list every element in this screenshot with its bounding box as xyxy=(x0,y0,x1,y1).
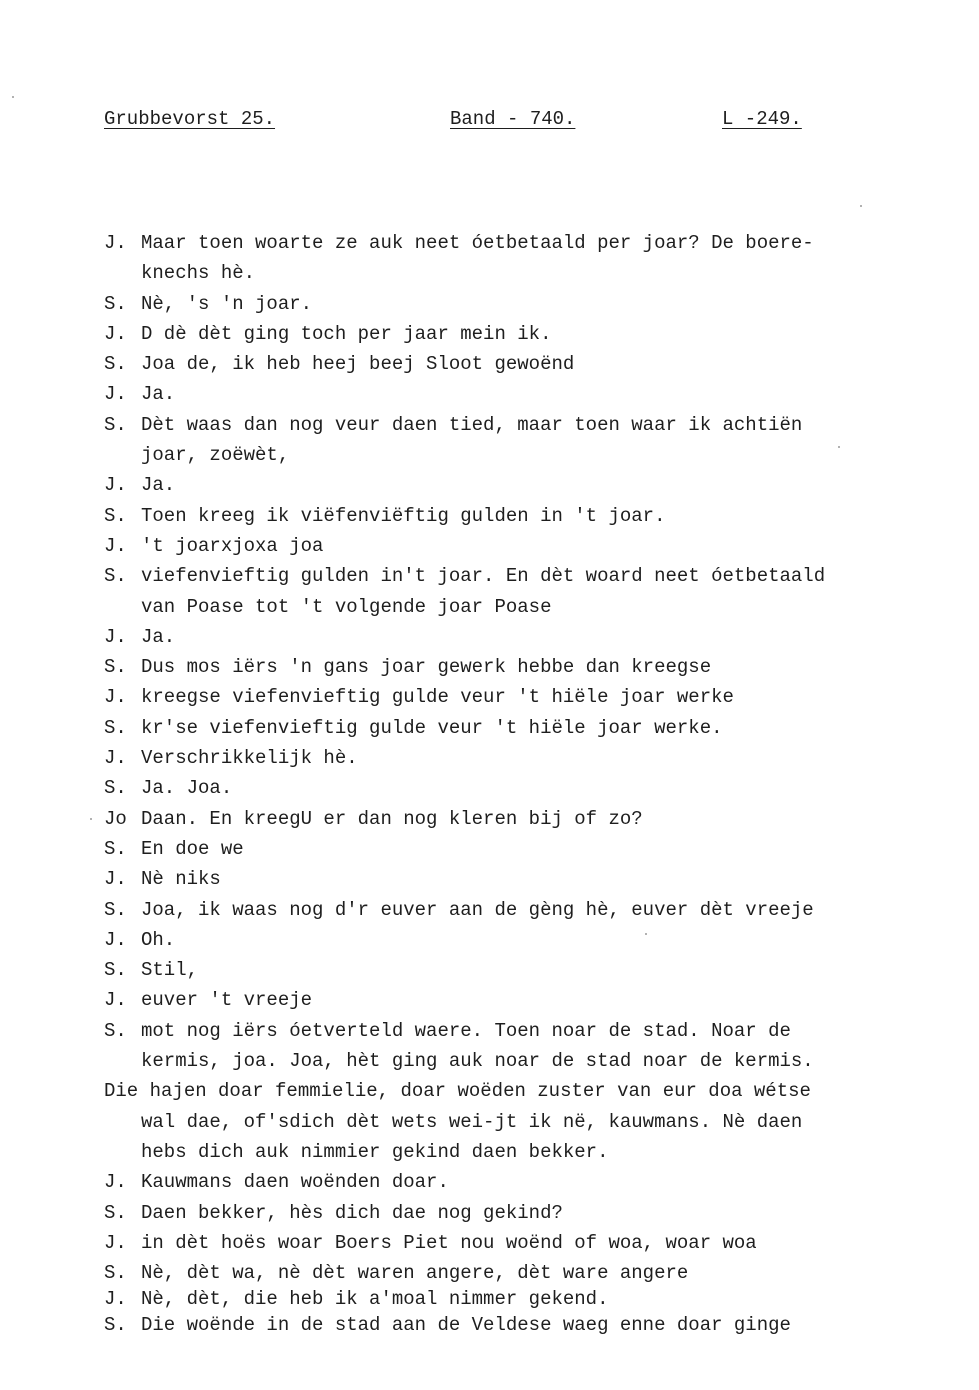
line-text: kr'se viefenvieftig gulde veur 't hiële joar werke. xyxy=(141,716,723,739)
transcript-line xyxy=(104,895,964,925)
transcript-line xyxy=(104,1288,964,1310)
transcript-line xyxy=(104,440,964,470)
speaker-label: J. xyxy=(104,322,127,345)
line-text: D dè dèt ging toch per jaar mein ik. xyxy=(141,322,552,345)
speaker-label: S. xyxy=(104,898,127,921)
header-location: Grubbevorst 25. xyxy=(104,108,276,130)
transcript-line xyxy=(104,1258,964,1288)
line-text: 't joarxjoxa joa xyxy=(141,534,324,557)
transcript-line xyxy=(104,925,964,955)
speaker-label: J. xyxy=(104,232,127,254)
transcript-line xyxy=(104,1167,964,1197)
line-text: mot nog iërs óetverteld waere. Toen noar de stad. Noar de xyxy=(141,1019,791,1042)
transcript-line xyxy=(104,622,964,652)
transcript-line xyxy=(104,561,964,591)
speaker-label: J. xyxy=(104,1231,127,1254)
transcript-line xyxy=(104,1198,964,1228)
speaker-label: J. xyxy=(104,1288,127,1311)
transcript-line xyxy=(104,1016,964,1046)
transcript-line xyxy=(104,652,964,682)
speaker-label: S. xyxy=(104,565,127,588)
line-text: Kauwmans daen woënden doar. xyxy=(141,1171,449,1194)
transcript-body xyxy=(104,228,964,1341)
transcript-line xyxy=(104,804,964,834)
transcript-line xyxy=(104,258,964,288)
speaker-label: S. xyxy=(104,353,127,376)
line-text: hebs dich auk nimmier gekind daen bekker. xyxy=(141,1140,609,1163)
speaker-label: J. xyxy=(104,625,127,648)
speaker-label: S. xyxy=(104,959,127,982)
line-text: Oh. xyxy=(141,928,176,951)
speaker-label: J. xyxy=(104,1171,127,1194)
line-text: Joa de, ik heb heej beej Sloot gewoënd xyxy=(141,353,575,376)
line-text: Ja. xyxy=(141,625,176,648)
transcript-line xyxy=(104,379,964,409)
line-text: Ja. xyxy=(141,474,176,497)
line-text: Daan. En kreegU er dan nog kleren bij of zo? xyxy=(141,807,643,830)
transcript-line xyxy=(104,1046,964,1076)
speaker-label: S. xyxy=(104,413,127,436)
scan-speck xyxy=(90,818,92,820)
transcript-line xyxy=(104,410,964,440)
speaker-label: J. xyxy=(104,383,127,406)
scan-speck xyxy=(645,933,647,935)
speaker-label: J. xyxy=(104,868,127,891)
speaker-label: J. xyxy=(104,686,127,709)
line-text: Nè, dèt, die heb ik a'moal nimmer gekend. xyxy=(141,1288,609,1311)
header-tape-number: Band - 740. xyxy=(450,108,576,130)
speaker-label: S. xyxy=(104,1019,127,1042)
line-text: Stil, xyxy=(141,959,199,982)
line-text: euver 't vreeje xyxy=(141,989,313,1012)
transcript-line xyxy=(104,1076,964,1106)
line-text: Nè niks xyxy=(141,868,221,891)
line-text: kreegse viefenvieftig gulde veur 't hiële joar werke xyxy=(141,686,734,709)
line-text: Verschrikkelijk hè. xyxy=(141,747,358,770)
scan-speck xyxy=(838,446,840,448)
transcript-line xyxy=(104,501,964,531)
line-text: viefenvieftig gulden in't joar. En dèt woard neet óetbetaald xyxy=(141,565,826,588)
line-text: Maar toen woarte ze auk neet óetbetaald per joar? De boere- xyxy=(141,232,814,254)
line-text: Nè, 's 'n joar. xyxy=(141,292,313,315)
header-page-number: L -249. xyxy=(722,108,802,130)
line-text: En doe we xyxy=(141,837,244,860)
speaker-label: J. xyxy=(104,534,127,557)
transcript-line xyxy=(104,319,964,349)
transcript-line xyxy=(104,1228,964,1258)
line-text: Die woënde in de stad aan de Veldese waeg enne doar ginge xyxy=(141,1314,791,1337)
transcript-line xyxy=(104,228,964,258)
transcript-line xyxy=(104,713,964,743)
line-text: kermis, joa. Joa, hèt ging auk noar de stad noar de kermis. xyxy=(141,1050,814,1073)
transcript-line xyxy=(104,955,964,985)
transcript-line xyxy=(104,592,964,622)
transcript-line xyxy=(104,1137,964,1167)
speaker-label: S. xyxy=(104,1314,127,1337)
transcript-line xyxy=(104,349,964,379)
transcript-line xyxy=(104,1107,964,1137)
scan-speck xyxy=(860,205,862,207)
speaker-label: J. xyxy=(104,989,127,1012)
transcript-line xyxy=(104,864,964,894)
speaker-label: S. xyxy=(104,1201,127,1224)
speaker-label: S. xyxy=(104,292,127,315)
line-text: Dèt waas dan nog veur daen tied, maar toen waar ik achtiën xyxy=(141,413,803,436)
line-text: knechs hè. xyxy=(141,262,256,285)
line-text: wal dae, of'sdich dèt wets wei-jt ik në, kauwmans. Nè daen xyxy=(141,1110,803,1133)
line-text: Ja. Joa. xyxy=(141,777,233,800)
transcript-line xyxy=(104,682,964,712)
speaker-label: J. xyxy=(104,474,127,497)
speaker-label: J. xyxy=(104,928,127,951)
speaker-label: J. xyxy=(104,747,127,770)
speaker-label: S. xyxy=(104,837,127,860)
speaker-label: S. xyxy=(104,716,127,739)
transcript-line xyxy=(104,834,964,864)
line-text: in dèt hoës woar Boers Piet nou woënd of woa, woar woa xyxy=(141,1231,757,1254)
speaker-label: Jo xyxy=(104,807,127,830)
speaker-label: S. xyxy=(104,504,127,527)
speaker-label: S. xyxy=(104,656,127,679)
line-text: Dus mos iërs 'n gans joar gewerk hebbe dan kreegse xyxy=(141,656,712,679)
line-text: Toen kreeg ik viëfenviëftig gulden in 't joar. xyxy=(141,504,666,527)
transcript-line xyxy=(104,289,964,319)
transcript-line xyxy=(104,773,964,803)
line-text: Die hajen doar femmielie, doar woëden zuster van eur doa wétse xyxy=(104,1080,811,1103)
transcript-line xyxy=(104,470,964,500)
transcript-line xyxy=(104,531,964,561)
page-header xyxy=(0,108,979,136)
line-text: Nè, dèt wa, nè dèt waren angere, dèt ware angere xyxy=(141,1262,689,1285)
speaker-label: S. xyxy=(104,1262,127,1285)
line-text: joar, zoëwèt, xyxy=(141,444,290,467)
transcript-line xyxy=(104,743,964,773)
line-text: van Poase tot 't volgende joar Poase xyxy=(141,595,552,618)
line-text: Daen bekker, hès dich dae nog gekind? xyxy=(141,1201,563,1224)
line-text: Joa, ik waas nog d'r euver aan de gèng hè, euver dèt vreeje xyxy=(141,898,814,921)
transcript-line xyxy=(104,1310,964,1340)
scan-speck xyxy=(12,96,14,98)
speaker-label: S. xyxy=(104,777,127,800)
line-text: Ja. xyxy=(141,383,176,406)
transcript-line xyxy=(104,985,964,1015)
